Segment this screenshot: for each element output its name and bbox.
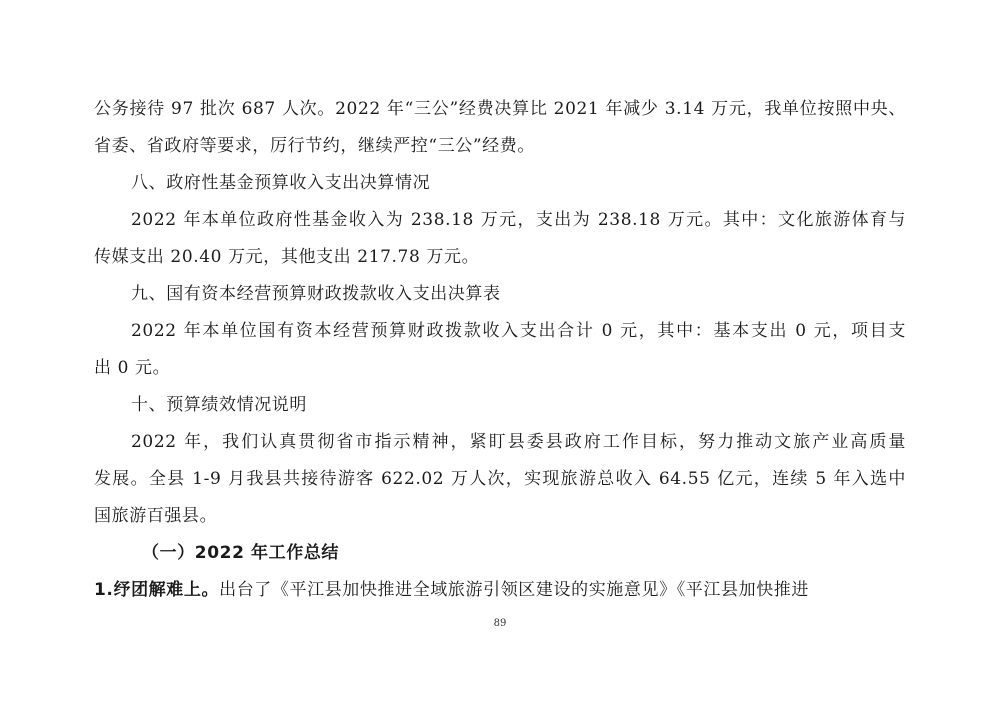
paragraph-line: 出 0 元。 [94, 358, 171, 378]
paragraph-line: 发展。全县 1-9 月我县共接待游客 622.02 万人次，实现旅游总收入 64.55 亿元，连续 5 年入选中 [94, 469, 906, 489]
paragraph-line: 2022 年本单位政府性基金收入为 238.18 万元，支出为 238.18 万元。其中：文化旅游体育与 [131, 210, 906, 230]
item-text: 出台了《平江县加快推进全域旅游引领区建设的实施意见》《平江县加快推进 [219, 580, 809, 600]
item-lead: 1.纾团解难上。 [94, 580, 220, 600]
paragraph-line: 省委、省政府等要求，厉行节约，继续严控“三公”经费。 [94, 136, 535, 156]
paragraph-line: 2022 年本单位国有资本经营预算财政拨款收入支出合计 0 元，其中：基本支出 0 元，项目支 [131, 321, 906, 341]
paragraph-line: 2022 年，我们认真贯彻省市指示精神，紧盯县委县政府工作目标，努力推动文旅产业高质量 [131, 432, 906, 452]
section-heading-9: 九、国有资本经营预算财政拨款收入支出决算表 [131, 284, 501, 304]
paragraph-line: 公务接待 97 批次 687 人次。2022 年“三公”经费决算比 2021 年减少 3.14 万元，我单位按照中央、 [94, 99, 906, 119]
paragraph-line [94, 579, 906, 601]
subsection-heading: （一）2022 年工作总结 [142, 543, 340, 563]
section-heading-8: 八、政府性基金预算收入支出决算情况 [131, 173, 431, 193]
paragraph-line: 国旅游百强县。 [94, 506, 218, 526]
section-heading-10: 十、预算绩效情况说明 [131, 395, 307, 415]
paragraph-line: 传媒支出 20.40 万元，其他支出 217.78 万元。 [94, 247, 480, 267]
page-number: 89 [493, 618, 507, 629]
